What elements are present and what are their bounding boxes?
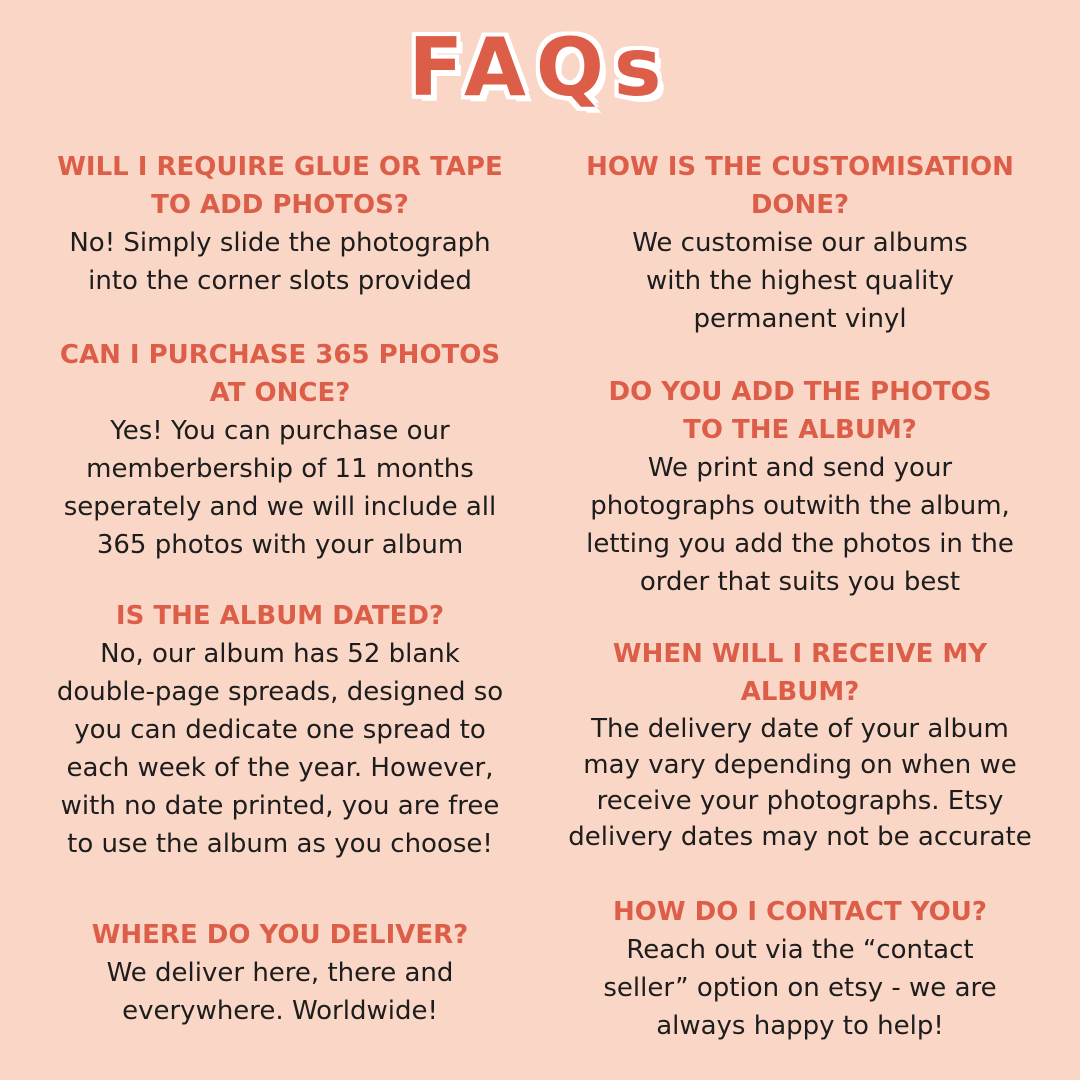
- faq-question: IS THE ALBUM DATED?: [115, 601, 445, 631]
- faq-customisation: [570, 148, 1030, 338]
- faq-glue-tape: [50, 148, 510, 300]
- page-title: FAQs: [408, 21, 672, 114]
- faq-question: WHERE DO YOU DELIVER?: [91, 920, 469, 950]
- faq-answer: Reach out via the “contact seller” option on etsy - we are always happy to help!: [603, 935, 997, 1041]
- faq-answer: No, our album has 52 blank double-page spreads, designed so you can dedicate one spread to each week of the year. However, with no date printed, you are free to use the album as you choose!: [56, 639, 504, 859]
- faq-contact: [570, 893, 1030, 1045]
- faq-question: WILL I REQUIRE GLUE OR TAPE TO ADD PHOTOS?: [57, 152, 503, 220]
- faq-365-photos: [50, 336, 510, 564]
- faq-delivery-location: [50, 916, 510, 1030]
- faq-answer: We customise our albums with the highest quality permanent vinyl: [632, 228, 968, 334]
- faq-answer: We print and send your photographs outwith the album, letting you add the photos in the order that suits you best: [586, 453, 1014, 597]
- faq-question: WHEN WILL I RECEIVE MY ALBUM?: [612, 639, 988, 707]
- faq-add-photos: [570, 373, 1030, 601]
- faq-question: CAN I PURCHASE 365 PHOTOS AT ONCE?: [59, 340, 501, 408]
- faq-answer: We deliver here, there and everywhere. Worldwide!: [106, 958, 454, 1026]
- faq-answer: The delivery date of your album may vary depending on when we receive your photographs. Etsy delivery dates may not be accurate: [568, 714, 1032, 852]
- faq-answer: Yes! You can purchase our memberbership of 11 months seperately and we will include all 365 photos with your album: [63, 416, 497, 560]
- faq-question: HOW DO I CONTACT YOU?: [613, 897, 987, 927]
- faq-answer: No! Simply slide the photograph into the corner slots provided: [69, 228, 491, 296]
- faq-receive-album: [565, 635, 1035, 855]
- faq-question: HOW IS THE CUSTOMISATION DONE?: [586, 152, 1014, 220]
- faq-album-dated: [50, 597, 510, 863]
- faq-question: DO YOU ADD THE PHOTOS TO THE ALBUM?: [608, 377, 992, 445]
